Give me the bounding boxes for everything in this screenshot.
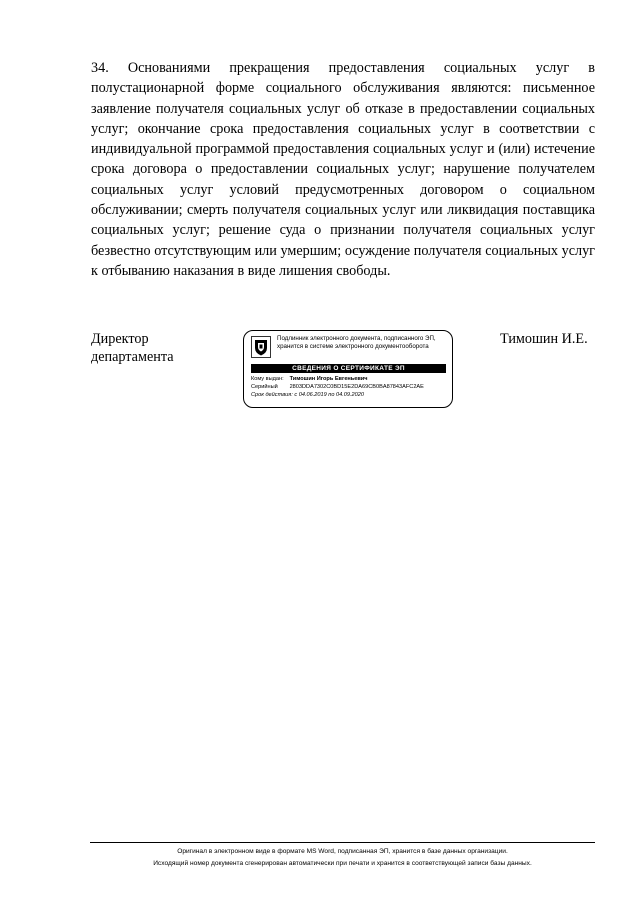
stamp-serial-label: Серийный (251, 384, 278, 391)
stamp-header (277, 335, 449, 351)
stamp-serial-row (251, 383, 449, 391)
footer-line1: Оригинал в электронном виде в формате MS Word, подписанная ЭП, хранится в базе данных организации. (177, 848, 508, 855)
stamp-header-line1: Подлинник электронного документа, подписанного ЭП, (277, 335, 436, 342)
coat-of-arms-icon (251, 336, 271, 358)
stamp-issued-value: Тимошин Игорь Евгеньевич (289, 376, 368, 382)
stamp-validity: Срок действия: с 04.06.2019 по 04.09.2020 (251, 392, 364, 399)
stamp-title: СВЕДЕНИЯ О СЕРТИФИКАТЕ ЭП (251, 364, 446, 373)
stamp-serial-value: 2803DDA7302C0BD15E2DA69CB0BA87843AFC2AE (289, 384, 424, 391)
stamp-details (251, 375, 449, 400)
footer-note (90, 846, 595, 870)
signer-name: Тимошин И.Е. (500, 331, 588, 347)
stamp-issued-row (251, 375, 449, 383)
signer-position-line1: Директор (91, 331, 149, 347)
signer-position (91, 330, 174, 366)
signer-position-line2: департамента (91, 349, 174, 365)
e-signature-stamp (243, 330, 453, 408)
footer-divider (90, 842, 595, 843)
stamp-header-line2: хранится в системе электронного документооборота (277, 343, 429, 350)
paragraph-34: 34. Основаниями прекращения предоставления социальных услуг в полустационарной форме социального обслуживания являются: письменное заявление получателя социальных услуг об отказе в предоставлении социальных услуг; окончание срока предоставления социальных услуг в соответствии с индивидуальной программой предоставления социальных услуг и (или) истечение срока договора о предоставлении социальных услуг; нарушение получателем социальных услуг условий предусмотренных договором о социальном обслуживании; смерть получателя социальных услуг или ликвидация поставщика социальных услуг; решение суда о признании получателя социальных услуг безвестно отсутствующим или умершим; осуждение получателя социальных услуг к отбыванию наказания в виде лишения свободы. (91, 60, 595, 279)
stamp-issued-label: Кому выдан: (251, 376, 284, 382)
footer-line2: Исходящий номер документа сгенерирован автоматически при печати и хранится в соответствующей записи базы данных. (153, 860, 532, 867)
